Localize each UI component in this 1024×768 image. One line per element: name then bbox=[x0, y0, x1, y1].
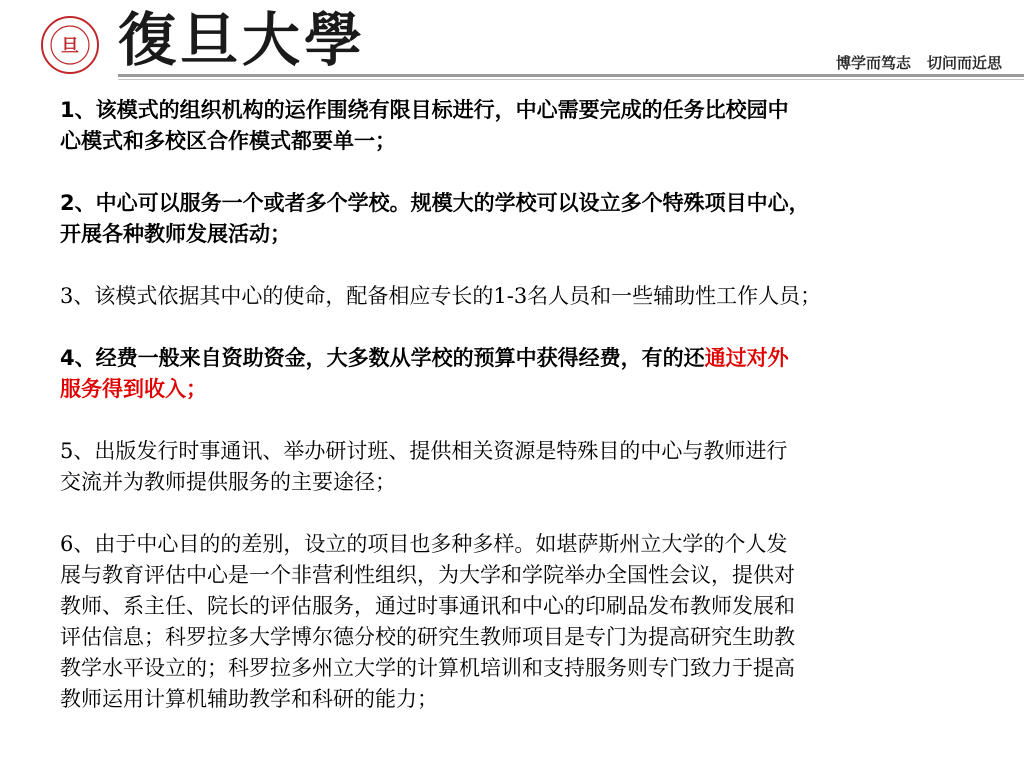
motto-part-2: 切问而近思 bbox=[926, 54, 1002, 72]
university-wordmark: 復旦大學 bbox=[118, 6, 367, 74]
list-item-4-highlight: 通过对外 服务得到收入； bbox=[60, 346, 789, 401]
header-divider bbox=[118, 74, 1024, 77]
header-divider-thin bbox=[118, 79, 1024, 80]
list-item-4-text: 4、经费一般来自资助资金，大多数从学校的预算中获得经费，有的还 bbox=[60, 346, 705, 370]
motto-part-1: 博学而笃志 bbox=[835, 54, 911, 72]
university-motto bbox=[836, 52, 1002, 73]
list-item-1: 1、该模式的组织机构的运作围绕有限目标进行，中心需要完成的任务比校园中 心模式和多校区合作模式都要单一； bbox=[60, 98, 789, 153]
slide-header bbox=[0, 0, 1024, 80]
list-item-3: 3、该模式依据其中心的使命，配备相应专长的1-3名人员和一些辅助性工作人员； bbox=[60, 284, 822, 308]
list-item-5: 5、出版发行时事通讯、举办研讨班、提供相关资源是特殊目的中心与教师进行 交流并为教师提供服务的主要途径； bbox=[60, 439, 788, 494]
fudan-university-seal-logo bbox=[40, 15, 100, 75]
slide-body bbox=[60, 95, 972, 746]
list-item-4 bbox=[60, 343, 972, 405]
svg-text:旦: 旦 bbox=[61, 36, 79, 57]
list-item-6: 6、由于中心目的的差别，设立的项目也多种多样。如堪萨斯州立大学的个人发 展与教育评估中心是一个非营利性组织，为大学和学院举办全国性会议，提供对 教师、系主任、院长的评估服务，通过时事通讯和中心的印刷品发布教师发展和 评估信息；科罗拉多大学博尔德分校的研究生教师项目是专门为提高研究生助教 教学水平设立的；科罗拉多州立大学的计算机培训和支持服务则专门致力于提高 教师运用计算机辅助教学和科研的能力； bbox=[60, 532, 795, 711]
list-item-2: 2、中心可以服务一个或者多个学校。规模大的学校可以设立多个特殊项目中心， 开展各种教师发展活动； bbox=[60, 191, 810, 246]
